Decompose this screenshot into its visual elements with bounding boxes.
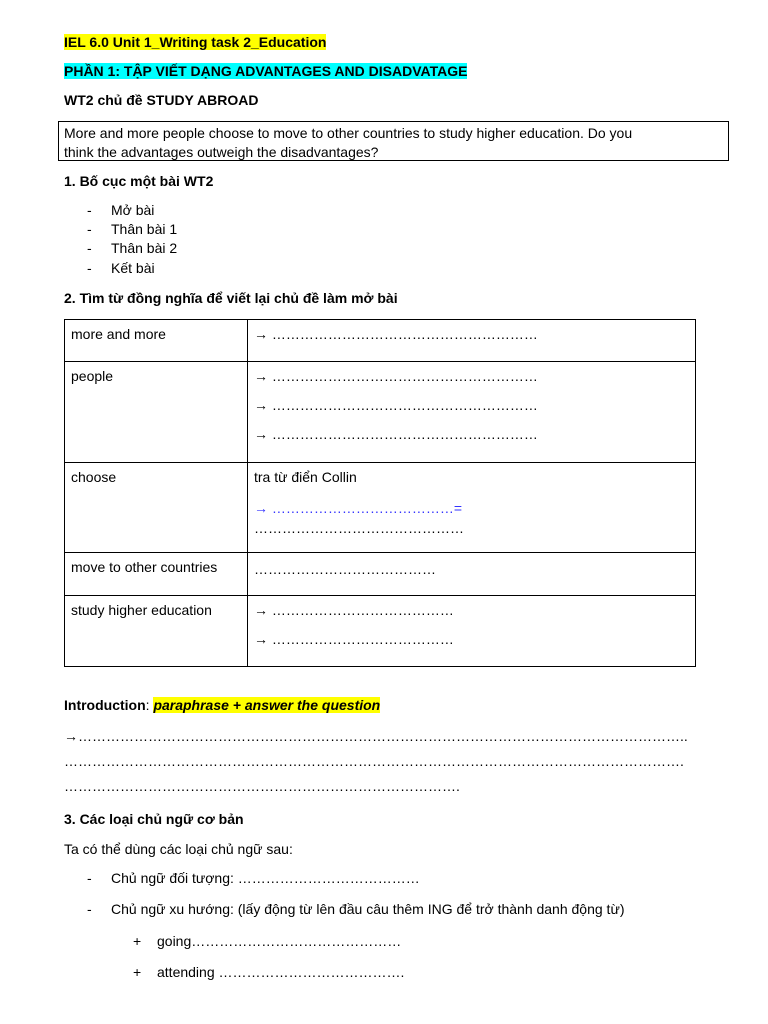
table-row [65, 596, 696, 667]
part-title-text: PHẦN 1: TẬP VIẾT DẠNG ADVANTAGES AND DISADVATAGE [64, 63, 468, 79]
answer-line: → …………………………………= [254, 500, 463, 516]
answer-line: → ………………………………………………… [254, 368, 538, 384]
dash-bullet: - [87, 901, 92, 917]
answer-line: ……………………………………… [254, 520, 464, 536]
introduction-colon: : [145, 697, 150, 713]
answer-line: → ………………………………… [254, 602, 454, 618]
table-row [65, 362, 696, 463]
section-2-heading: 2. Tìm từ đồng nghĩa để viết lại chủ đề làm mở bài [64, 290, 398, 306]
introduction-answer-line-3: …………………………………………………………………………. [64, 778, 460, 794]
term-cell: choose [65, 463, 248, 553]
answer-line: ………………………………… [254, 561, 436, 577]
introduction-answer-line-2: ……………………………………………………………………………………………………………………. [64, 753, 684, 769]
answer-line: → ………………………………………………… [254, 426, 538, 442]
question-box [58, 121, 729, 161]
unit-title-text: IEL 6.0 Unit 1_Writing task 2_Education [64, 34, 327, 50]
answer-line: → ………………………………………………… [254, 397, 538, 413]
term-cell: more and more [65, 320, 248, 362]
unit-title [64, 34, 326, 50]
table-row [65, 553, 696, 596]
answer-line: → ………………………………………………… [254, 326, 538, 342]
answer-cell [248, 596, 696, 667]
list-item [87, 260, 155, 276]
list-item-label: Mở bài [111, 202, 155, 218]
introduction-heading [64, 697, 380, 713]
answer-cell [248, 463, 696, 553]
question-line-2: think the advantages outweigh the disadvantages? [64, 144, 379, 160]
list-item [87, 240, 178, 256]
sub-list-item [133, 964, 405, 980]
introduction-answer-line-1: →………………………………………………………………………………………………………………….. [64, 728, 688, 744]
plus-bullet: + [133, 933, 142, 949]
dash-bullet: - [87, 260, 92, 276]
list-item-label: Thân bài 1 [111, 221, 178, 237]
table-row [65, 463, 696, 553]
list-item [87, 221, 178, 237]
term-cell: move to other countries [65, 553, 248, 596]
answer-cell [248, 320, 696, 362]
introduction-label: Introduction [64, 697, 146, 713]
answer-cell [248, 553, 696, 596]
table-row [65, 320, 696, 362]
list-item [87, 870, 420, 886]
list-item-label: Thân bài 2 [111, 240, 178, 256]
list-item-label: Chủ ngữ đối tượng: ………………………………… [111, 870, 420, 886]
dictionary-note: tra từ điển Collin [254, 469, 357, 485]
introduction-hint: paraphrase + answer the question [153, 697, 381, 713]
list-item-label: Kết bài [111, 260, 155, 276]
topic-heading: WT2 chủ đề STUDY ABROAD [64, 92, 259, 108]
sub-list-item [133, 933, 402, 949]
answer-cell [248, 362, 696, 463]
plus-bullet: + [133, 964, 142, 980]
list-item [87, 202, 155, 218]
term-cell: study higher education [65, 596, 248, 667]
dash-bullet: - [87, 202, 92, 218]
sub-list-item-label: going……………………………………… [157, 933, 402, 949]
synonym-table [64, 319, 696, 667]
section-3-heading: 3. Các loại chủ ngữ cơ bản [64, 811, 244, 827]
sub-list-item-label: attending …………………………………. [157, 964, 405, 980]
question-line-1: More and more people choose to move to other countries to study higher education. Do you [64, 125, 633, 141]
dash-bullet: - [87, 221, 92, 237]
list-item-label: Chủ ngữ xu hướng: (lấy động từ lên đầu câu thêm ING để trở thành danh động từ) [111, 901, 625, 917]
list-item [87, 901, 625, 917]
dash-bullet: - [87, 870, 92, 886]
answer-line: → ………………………………… [254, 631, 454, 647]
term-cell: people [65, 362, 248, 463]
section-3-intro: Ta có thể dùng các loại chủ ngữ sau: [64, 841, 293, 857]
dash-bullet: - [87, 240, 92, 256]
section-1-heading: 1. Bố cục một bài WT2 [64, 173, 214, 189]
part-title [64, 63, 467, 79]
